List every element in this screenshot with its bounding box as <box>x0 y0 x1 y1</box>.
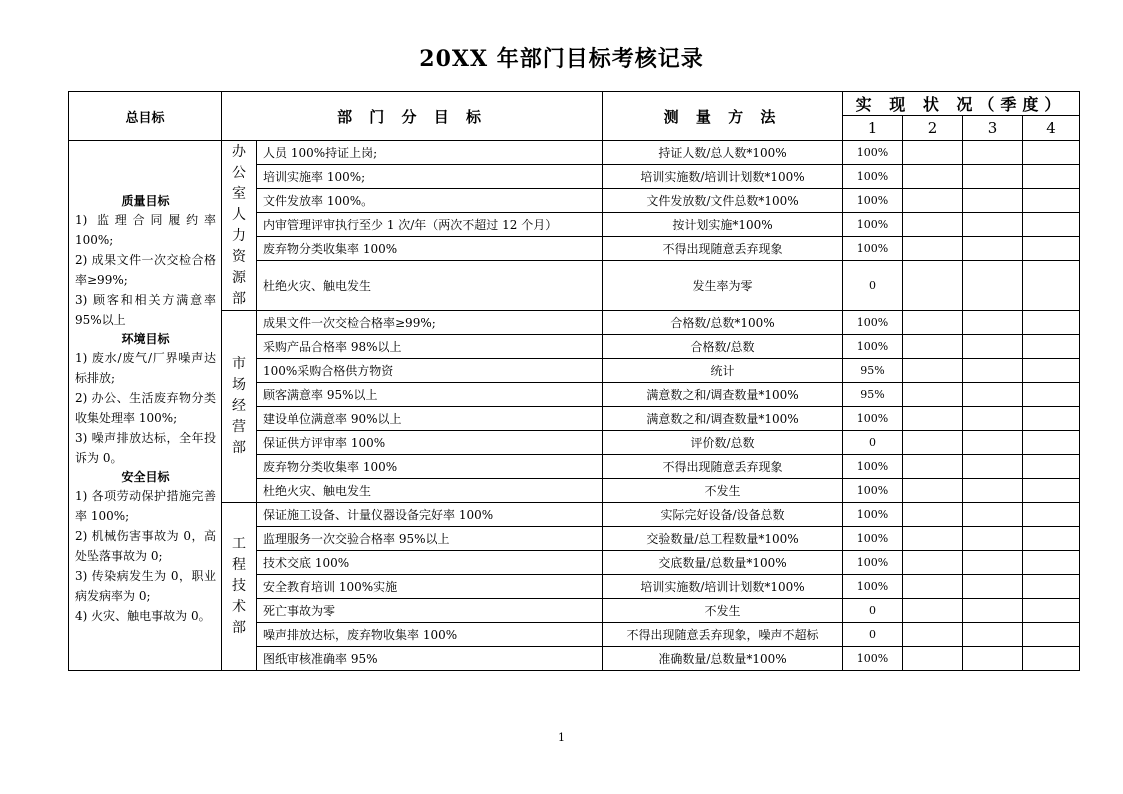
q1-value-cell: 100% <box>843 141 903 165</box>
method-cell: 按计划实施*100% <box>603 213 843 237</box>
subgoal-cell: 安全教育培训 100%实施 <box>257 575 603 599</box>
status-header: 实 现 状 况（季度） <box>843 92 1080 116</box>
method-cell: 统计 <box>603 359 843 383</box>
safety-goal-item: 4) 火灾、触电事故为 0。 <box>75 608 211 623</box>
q2-value-cell <box>903 575 963 599</box>
q1-value-cell: 100% <box>843 311 903 335</box>
q1-value-cell: 100% <box>843 575 903 599</box>
q4-value-cell <box>1023 261 1080 311</box>
q2-value-cell <box>903 431 963 455</box>
q1-value-cell: 100% <box>843 165 903 189</box>
subgoal-cell: 废弃物分类收集率 100% <box>257 455 603 479</box>
safety-goal-item: 1) 各项劳动保护措施完善率 100%; <box>75 488 216 523</box>
subgoal-cell: 100%采购合格供方物资 <box>257 359 603 383</box>
q1-value-cell: 0 <box>843 623 903 647</box>
environment-goal-item: 2) 办公、生活废弃物分类收集处理率 100%; <box>75 390 216 425</box>
overall-goal-header: 总目标 <box>69 92 222 141</box>
q1-value-cell: 100% <box>843 551 903 575</box>
q2-value-cell <box>903 383 963 407</box>
method-cell: 评价数/总数 <box>603 431 843 455</box>
q1-value-cell: 100% <box>843 407 903 431</box>
q4-value-cell <box>1023 311 1080 335</box>
q3-value-cell <box>963 359 1023 383</box>
q3-value-cell <box>963 623 1023 647</box>
method-cell: 不得出现随意丢弃现象 <box>603 237 843 261</box>
q3-value-cell <box>963 165 1023 189</box>
q4-value-cell <box>1023 551 1080 575</box>
q4-value-cell <box>1023 647 1080 671</box>
q2-value-cell <box>903 261 963 311</box>
q2-value-cell <box>903 311 963 335</box>
q2-value-cell <box>903 503 963 527</box>
subgoal-cell: 人员 100%持证上岗; <box>257 141 603 165</box>
q3-value-cell <box>963 407 1023 431</box>
q2-value-cell <box>903 359 963 383</box>
q2-value-cell <box>903 237 963 261</box>
method-cell: 培训实施数/培训计划数*100% <box>603 575 843 599</box>
q1-value-cell: 0 <box>843 261 903 311</box>
subgoal-cell: 成果文件一次交检合格率≥99%; <box>257 311 603 335</box>
subgoal-cell: 内审管理评审执行至少 1 次/年（两次不超过 12 个月） <box>257 213 603 237</box>
quarter-3-header: 3 <box>963 116 1023 141</box>
q4-value-cell <box>1023 383 1080 407</box>
subgoal-cell: 采购产品合格率 98%以上 <box>257 335 603 359</box>
q4-value-cell <box>1023 575 1080 599</box>
q3-value-cell <box>963 575 1023 599</box>
q3-value-cell <box>963 311 1023 335</box>
subgoal-cell: 图纸审核准确率 95% <box>257 647 603 671</box>
subgoal-cell: 文件发放率 100%。 <box>257 189 603 213</box>
subgoal-cell: 技术交底 100% <box>257 551 603 575</box>
q1-value-cell: 0 <box>843 431 903 455</box>
q3-value-cell <box>963 237 1023 261</box>
method-cell: 实际完好设备/设备总数 <box>603 503 843 527</box>
q2-value-cell <box>903 407 963 431</box>
quarter-1-header: 1 <box>843 116 903 141</box>
q2-value-cell <box>903 527 963 551</box>
q2-value-cell <box>903 647 963 671</box>
subgoal-cell: 保证供方评审率 100% <box>257 431 603 455</box>
quality-goal-item: 2) 成果文件一次交检合格率≥99%; <box>75 252 216 287</box>
safety-goal-item: 2) 机械伤害事故为 0，高处坠落事故为 0; <box>75 528 216 563</box>
q4-value-cell <box>1023 479 1080 503</box>
q4-value-cell <box>1023 335 1080 359</box>
q2-value-cell <box>903 165 963 189</box>
q3-value-cell <box>963 647 1023 671</box>
q4-value-cell <box>1023 431 1080 455</box>
q1-value-cell: 100% <box>843 237 903 261</box>
q3-value-cell <box>963 503 1023 527</box>
quality-goal-heading: 质量目标 <box>121 193 170 208</box>
q1-value-cell: 100% <box>843 527 903 551</box>
q1-value-cell: 100% <box>843 213 903 237</box>
q3-value-cell <box>963 189 1023 213</box>
subgoal-cell: 杜绝火灾、触电发生 <box>257 479 603 503</box>
q3-value-cell <box>963 527 1023 551</box>
q4-value-cell <box>1023 359 1080 383</box>
environment-goal-heading: 环境目标 <box>121 331 170 346</box>
q2-value-cell <box>903 551 963 575</box>
q1-value-cell: 0 <box>843 599 903 623</box>
q2-value-cell <box>903 623 963 647</box>
q1-value-cell: 100% <box>843 503 903 527</box>
q4-value-cell <box>1023 141 1080 165</box>
q4-value-cell <box>1023 237 1080 261</box>
q3-value-cell <box>963 431 1023 455</box>
subgoal-cell: 培训实施率 100%; <box>257 165 603 189</box>
q1-value-cell: 100% <box>843 479 903 503</box>
method-cell: 合格数/总数 <box>603 335 843 359</box>
q2-value-cell <box>903 479 963 503</box>
method-cell: 发生率为零 <box>603 261 843 311</box>
q2-value-cell <box>903 141 963 165</box>
q2-value-cell <box>903 189 963 213</box>
method-cell: 合格数/总数*100% <box>603 311 843 335</box>
method-cell: 持证人数/总人数*100% <box>603 141 843 165</box>
dept-name-marketing: 市 场 经 营 部 <box>222 311 257 503</box>
method-cell: 满意数之和/调查数量*100% <box>603 407 843 431</box>
dept-name-office-hr: 办 公 室 人 力 资 源 部 <box>222 141 257 311</box>
method-cell: 满意数之和/调查数量*100% <box>603 383 843 407</box>
q4-value-cell <box>1023 165 1080 189</box>
quality-goal-item: 1) 监理合同履约率 100%; <box>75 212 216 247</box>
q2-value-cell <box>903 213 963 237</box>
q3-value-cell <box>963 213 1023 237</box>
q1-value-cell: 100% <box>843 335 903 359</box>
safety-goal-item: 3) 传染病发生为 0，职业病发病率为 0; <box>75 568 216 603</box>
page-title: 20XX 年部门目标考核记录 <box>419 46 704 72</box>
q3-value-cell <box>963 479 1023 503</box>
q1-value-cell: 95% <box>843 359 903 383</box>
method-cell: 培训实施数/培训计划数*100% <box>603 165 843 189</box>
method-cell: 交验数量/总工程数量*100% <box>603 527 843 551</box>
q1-value-cell: 100% <box>843 647 903 671</box>
subgoal-cell: 噪声排放达标，废弃物收集率 100% <box>257 623 603 647</box>
measure-method-header: 测 量 方 法 <box>603 92 843 141</box>
subgoal-cell: 死亡事故为零 <box>257 599 603 623</box>
q4-value-cell <box>1023 407 1080 431</box>
method-cell: 不发生 <box>603 479 843 503</box>
quarter-4-header: 4 <box>1023 116 1080 141</box>
page-number: 1 <box>558 731 565 744</box>
goal-assessment-table <box>68 91 1080 671</box>
environment-goal-item: 3) 噪声排放达标，全年投诉为 0。 <box>75 430 216 465</box>
dept-subgoal-header: 部 门 分 目 标 <box>222 92 603 141</box>
q4-value-cell <box>1023 599 1080 623</box>
method-cell: 文件发放数/文件总数*100% <box>603 189 843 213</box>
q1-value-cell: 100% <box>843 189 903 213</box>
subgoal-cell: 顾客满意率 95%以上 <box>257 383 603 407</box>
quality-goal-item: 3) 顾客和相关方满意率 95%以上 <box>75 292 216 327</box>
subgoal-cell: 监理服务一次交验合格率 95%以上 <box>257 527 603 551</box>
dept-name-engineering: 工 程 技 术 部 <box>222 503 257 671</box>
method-cell: 交底数量/总数量*100% <box>603 551 843 575</box>
q3-value-cell <box>963 141 1023 165</box>
method-cell: 不得出现随意丢弃现象 <box>603 455 843 479</box>
quarter-2-header: 2 <box>903 116 963 141</box>
q3-value-cell <box>963 261 1023 311</box>
subgoal-cell: 杜绝火灾、触电发生 <box>257 261 603 311</box>
q4-value-cell <box>1023 213 1080 237</box>
q3-value-cell <box>963 383 1023 407</box>
method-cell: 不发生 <box>603 599 843 623</box>
subgoal-cell: 保证施工设备、计量仪器设备完好率 100% <box>257 503 603 527</box>
q4-value-cell <box>1023 503 1080 527</box>
overall-goals-cell <box>69 141 222 671</box>
q1-value-cell: 100% <box>843 455 903 479</box>
q3-value-cell <box>963 455 1023 479</box>
q4-value-cell <box>1023 527 1080 551</box>
safety-goal-heading: 安全目标 <box>121 469 170 484</box>
q1-value-cell: 95% <box>843 383 903 407</box>
q4-value-cell <box>1023 189 1080 213</box>
environment-goal-item: 1) 废水/废气/厂界噪声达标排放; <box>75 350 216 385</box>
q3-value-cell <box>963 551 1023 575</box>
method-cell: 不得出现随意丢弃现象，噪声不超标 <box>603 623 843 647</box>
q2-value-cell <box>903 599 963 623</box>
q4-value-cell <box>1023 455 1080 479</box>
q3-value-cell <box>963 335 1023 359</box>
q2-value-cell <box>903 335 963 359</box>
subgoal-cell: 废弃物分类收集率 100% <box>257 237 603 261</box>
method-cell: 准确数量/总数量*100% <box>603 647 843 671</box>
q4-value-cell <box>1023 623 1080 647</box>
q3-value-cell <box>963 599 1023 623</box>
subgoal-cell: 建设单位满意率 90%以上 <box>257 407 603 431</box>
q2-value-cell <box>903 455 963 479</box>
